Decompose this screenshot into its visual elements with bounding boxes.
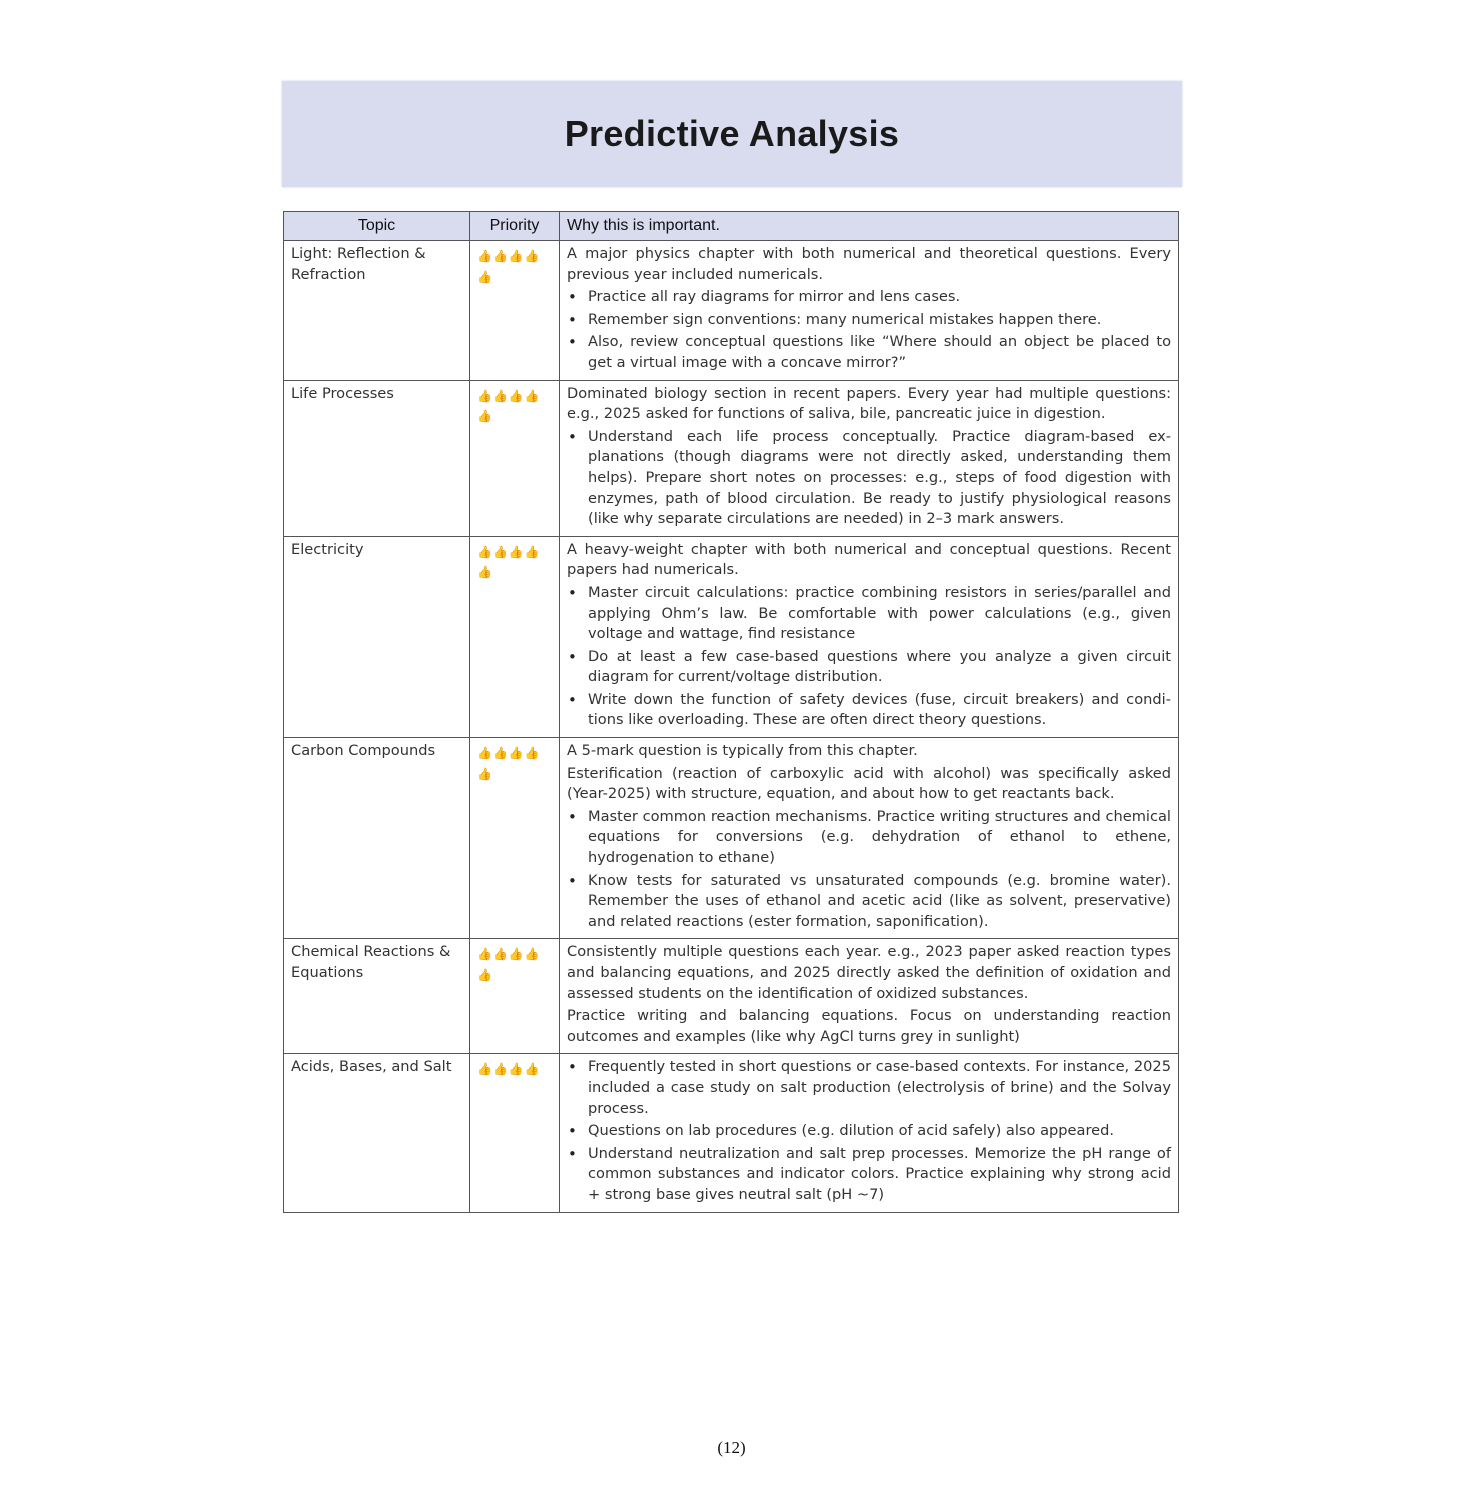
table-row (284, 738, 1179, 939)
bullet-item: • Know tests for saturated vs unsaturated compounds (e.g. bromine water). Remember the uses of ethanol and acetic acid (like as solvent, preservative) and related reactions (ester formation, saponification). (567, 871, 1171, 933)
bullet-list (567, 427, 1171, 530)
thumbs-up-icon: 👍👍👍👍 (477, 1062, 541, 1077)
priority-cell (470, 380, 560, 536)
priority-cell (470, 536, 560, 737)
bullet-item: • Remember sign conventions: many numerical mistakes happen there. (567, 310, 1171, 331)
table-row (284, 939, 1179, 1054)
why-paragraph: A heavy-weight chapter with both numerical and conceptual questions. Recent papers had numericals. (567, 540, 1171, 579)
table-row (284, 241, 1179, 381)
topic-cell: Light: Reflection & Refraction (284, 241, 470, 381)
thumbs-up-icon: 👍👍👍👍👍 (477, 947, 541, 982)
topic-cell: Carbon Compounds (284, 738, 470, 939)
header-why: Why this is important. (560, 212, 1179, 241)
bullet-item: • Also, review conceptual questions like “Where should an object be placed to get a virtual image with a concave mirror?” (567, 332, 1171, 373)
table-header-row (284, 212, 1179, 241)
bullet-item: • Do at least a few case-based questions where you analyze a given circuit diagram for current/voltage distribution. (567, 647, 1171, 688)
thumbs-up-icon: 👍👍👍👍👍 (477, 249, 541, 284)
why-cell (560, 536, 1179, 737)
thumbs-up-icon: 👍👍👍👍👍 (477, 544, 541, 580)
thumbs-up-icon: 👍👍👍👍👍 (477, 388, 541, 424)
priority-cell (470, 939, 560, 1054)
topic-cell: Life Processes (284, 380, 470, 536)
why-paragraph: Consistently multiple questions each year. e.g., 2023 paper asked reaction types and balancing equations, and 2025 directly asked the definition of oxidation and assessed students on the identification of oxidized substances. (567, 943, 1171, 1002)
title-banner (282, 81, 1182, 187)
priority-cell (470, 1054, 560, 1212)
why-paragraph: A 5-mark question is typically from this chapter. (567, 742, 918, 760)
why-cell (560, 1054, 1179, 1212)
bullet-list (567, 287, 1171, 373)
bullet-item: • Practice all ray diagrams for mirror and lens cases. (567, 287, 1171, 308)
header-priority: Priority (470, 212, 560, 241)
bullet-item: • Master circuit calculations: practice combining resistors in series/parallel and applying Ohm’s law. Be comfortable with power calculations (e.g., given voltage and wattage, find resistance (567, 583, 1171, 645)
page-number: (12) (717, 1438, 746, 1457)
why-cell (560, 380, 1179, 536)
why-cell (560, 939, 1179, 1054)
bullet-item: • Master common reaction mechanisms. Practice writing structures and chemical equations for conversions (e.g. dehydration of ethanol to ethene, hydrogenation to ethane) (567, 807, 1171, 869)
topic-cell: Acids, Bases, and Salt (284, 1054, 470, 1212)
why-cell (560, 241, 1179, 381)
why-cell (560, 738, 1179, 939)
bullet-item: • Questions on lab procedures (e.g. dilution of acid safely) also appeared. (567, 1121, 1171, 1142)
priority-cell (470, 738, 560, 939)
table-row (284, 1054, 1179, 1212)
bullet-list (567, 807, 1171, 933)
priority-cell (470, 241, 560, 381)
bullet-list (567, 1057, 1171, 1205)
why-paragraph: A major physics chapter with both numerical and theoretical questions. Every previous year included numericals. (567, 245, 1171, 283)
why-paragraph: Practice writing and balancing equations. Focus on understanding reaction outcomes and examples (like why AgCl turns grey in sunlight) (567, 1007, 1171, 1045)
why-paragraph: Esterification (reaction of carboxylic acid with alcohol) was specifically asked (Year-2025) with structure, equation, and about how to get reactants back. (567, 764, 1171, 803)
why-paragraph: Dominated biology section in recent papers. Every year had multiple questions: e.g., 2025 asked for functions of saliva, bile, pancreatic juice in digestion. (567, 384, 1171, 423)
thumbs-up-icon: 👍👍👍👍👍 (477, 746, 541, 781)
topic-cell: Electricity (284, 536, 470, 737)
bullet-item: • Understand neutralization and salt prep processes. Memorize the pH range of common substances and indicator colors. Practice explaining why strong acid + strong base gives neutral salt (pH ~7) (567, 1144, 1171, 1206)
predictive-analysis-table (283, 211, 1179, 1213)
topic-cell: Chemical Reactions & Equations (284, 939, 470, 1054)
header-topic: Topic (284, 212, 470, 241)
bullet-item: • Frequently tested in short questions or case-based contexts. For instance, 2025 included a case study on salt production (electrolysis of brine) and the Solvay process. (567, 1057, 1171, 1119)
page-title: Predictive Analysis (564, 113, 900, 154)
bullet-list (567, 583, 1171, 731)
bullet-item: • Understand each life process conceptually. Practice diagram-based explanations (though diagrams were not directly asked, understanding them helps). Prepare short notes on processes: e.g., steps of food digestion with enzymes, path of blood circulation. Be ready to justify physiological reasons (like why separate circulations are needed) in 2–3 mark answers. (567, 427, 1171, 530)
table-row (284, 380, 1179, 536)
bullet-item: • Write down the function of safety devices (fuse, circuit breakers) and conditions like overloading. These are often direct theory questions. (567, 690, 1171, 731)
table-row (284, 536, 1179, 737)
